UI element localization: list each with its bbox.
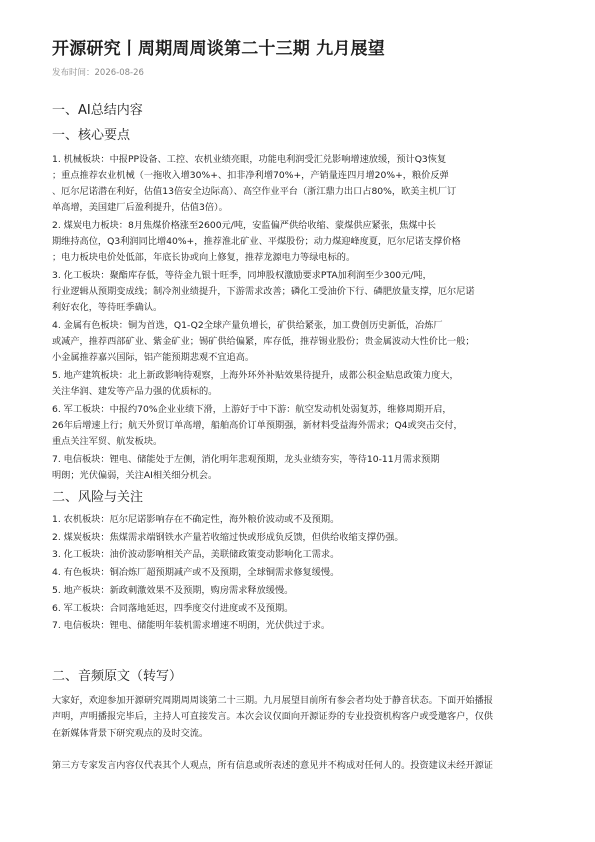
text-line: 重点关注军贸、航发板块。 [52,436,163,447]
text-line: 单高增，美国建厂后盈利提升，估值3倍）。 [52,202,228,213]
text-line: 2. 煤炭电力板块：8月焦煤价格涨至2600元/吨，安监偏严供给收缩、蒙煤供应紧张，焦煤中长 [52,220,436,231]
text-line: 利好农化，等待旺季确认。 [52,302,163,313]
text-line: 行业逻辑从预期变成线；制冷剂业绩提升，下游需求改善；磷化工受油价下行、磷肥放量支撑，厄尔尼诺 [52,286,475,297]
text-line: 3. 化工板块：聚酯库存低，等待金九银十旺季，同坤股权激励要求PTA加利润至少300元/吨， [52,270,432,281]
core-points-list [52,152,579,484]
ai-summary-heading: 一、AI总结内容 [52,103,143,118]
text-line: 5. 地产建筑板块：北上新政影响待观察，上海外环外补贴效果待提升，成都公积金贴息政策力度大， [52,370,459,381]
publish-date: 发布时间：2026-08-26 [52,68,144,78]
text-line: 4. 金属有色板块：铜为首选，Q1-Q2全球产量负增长，矿供给紧张，加工费创历史新低，冶炼厂 [52,320,443,331]
text-line: 1. 机械板块：中报PP设备、工控、农机业绩亮眼，功能电利润受汇兑影响增速放缓，预计Q3恢复 [52,154,447,165]
risks-list [52,511,579,635]
text-line: 明朗；光伏偏弱，关注AI相关细分机会。 [52,470,218,481]
text-line: 6. 军工板块：中报约70%企业业绩下滑，上游好于中下游：航空发动机处弱复苏，维修周期开启， [52,404,452,415]
core-point-defense [52,402,579,450]
core-point-real-estate [52,368,579,400]
text-line: 期维持高位，Q3利润同比增40%+，推荐淮北矿业、平煤股份；动力煤迎峰度夏，厄尔尼诺支撑价格 [52,236,461,247]
core-point-coal-power [52,218,579,266]
audio-transcript-heading: 二、音频原文（转写） [52,668,183,684]
core-points-heading: 一、核心要点 [52,128,131,143]
risk-item: 1. 农机板块：厄尔尼诺影响存在不确定性，海外粮价波动或不及预期。 [52,514,340,525]
text-line: 关注华润、建发等产品力强的优质标的。 [52,386,218,397]
risk-item: 6. 军工板块：合同落地延迟，四季度交付进度或不及预期。 [52,602,294,614]
text-line: 7. 电信板块：锂电、储能处于左侧，消化明年悲观预期，龙头业绩夯实，等待10-11月需求预期 [52,454,440,465]
risks-heading: 二、风险与关注 [52,490,144,505]
transcript-paragraph-disclaimer: 第三方专家发言内容仅代表其个人观点，所有信息或所表述的意见并不构成对任何人的。投资建议未经开源证 [52,760,493,772]
risk-item: 5. 地产板块：新政刺激效果不及预期，购房需求释放缓慢。 [52,584,294,596]
core-point-chemicals [52,268,579,316]
text-line: 在新媒体背景下研究观点的及时交流。 [52,727,209,739]
core-point-machinery [52,152,579,216]
text-line: 大家好，欢迎参加开源研究周期周周谈第二十三期。九月展望目前所有参会者均处于静音状态。下面开始播报 [52,694,493,706]
risk-item: 3. 化工板块：油价波动影响相关产品，美联储政策变动影响化工需求。 [52,549,340,561]
text-line: ；重点推荐农业机械（一拖收入增30%+、扣非净利增70%+，产销量连四月增20%+，粮价反弹 [52,170,449,181]
core-point-telecom [52,452,579,484]
core-point-metals [52,318,579,366]
risk-item: 7. 电信板块：锂电、储能明年装机需求增速不明朗，光伏供过于求。 [52,620,331,632]
document-title: 开源研究丨周期周周谈第二十三期 九月展望 [52,39,385,59]
text-line: 或减产，推荐西部矿业、紫金矿业；锡矿供给偏紧，库存低，推荐锡业股份；贵金属波动大性价比一般； [52,336,475,347]
risk-item: 2. 煤炭板块：焦煤需求端钢铁水产量若收缩过快或形成负反馈，但供给收缩支撑仍强。 [52,531,404,543]
text-line: 声明，声明播报完毕后，主持人可直接发言。本次会议仅面向开源证券的专业投资机构客户或受邀客户，仅供 [52,711,493,723]
text-line: 26年后增速上行；航天外贸订单高增，船舶高价订单预期强，新材料受益海外需求；Q4或突击交付， [52,420,463,431]
text-line: 小金属推荐嘉兴国际，铝产能预期悲观不宜追高。 [52,352,255,363]
text-line: 、厄尔尼诺潜在利好，估值13倍安全边际高）、高空作业平台（浙江鼎力出口占80%，欧美主机厂订 [52,186,457,197]
text-line: ；电力板块电价处低部，年底长协或向上修复，推荐龙源电力等绿电标的。 [52,252,356,263]
risk-item: 4. 有色板块：铜冶炼厂超预期减产或不及预期，全球铜需求修复缓慢。 [52,567,340,579]
transcript-paragraph [52,693,579,743]
